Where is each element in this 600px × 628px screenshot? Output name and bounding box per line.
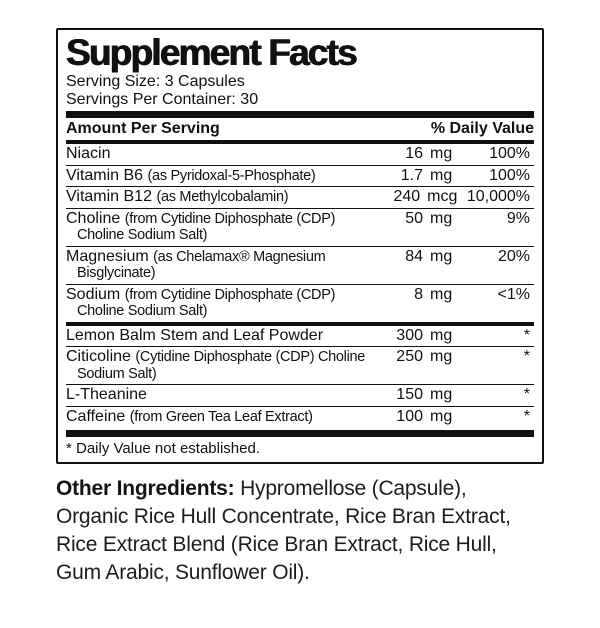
daily-value: 100% bbox=[489, 145, 530, 162]
ingredient-name-text: Choline bbox=[66, 209, 121, 227]
daily-value: * bbox=[523, 348, 530, 365]
amount-unit: mg bbox=[430, 326, 453, 344]
table-row-choline bbox=[66, 209, 534, 247]
table-row-caffeine bbox=[66, 407, 534, 428]
amount-value: 240 bbox=[393, 188, 421, 205]
amount-unit: mg bbox=[430, 209, 453, 227]
divider-thick-top bbox=[66, 111, 534, 118]
table-row-l-theanine bbox=[66, 385, 534, 407]
ingredient-name-text: Vitamin B12 bbox=[66, 188, 152, 205]
daily-value-footnote: * Daily Value not established. bbox=[66, 440, 261, 457]
amount-value: 150 bbox=[396, 386, 423, 403]
ingredient-name bbox=[66, 349, 373, 382]
table-header bbox=[66, 118, 534, 140]
other-ingredients bbox=[56, 475, 543, 587]
supplement-facts-panel bbox=[56, 28, 544, 464]
daily-value: <1% bbox=[497, 285, 530, 303]
header-amount-per-serving: Amount Per Serving bbox=[66, 120, 220, 137]
amount-unit: mg bbox=[430, 348, 453, 365]
ingredient-name bbox=[66, 249, 373, 282]
ingredient-name-text: Magnesium bbox=[66, 247, 149, 265]
amount-unit: mcg bbox=[427, 188, 458, 205]
header-percent-daily-value: % Daily Value bbox=[430, 120, 534, 137]
ingredient-name-text: Sodium bbox=[66, 285, 121, 303]
daily-value: 100% bbox=[489, 166, 530, 184]
daily-value: 20% bbox=[497, 247, 530, 265]
ingredient-note: (as Methylcobalamin) bbox=[156, 189, 289, 205]
table-row-vitamin-b6 bbox=[66, 166, 534, 188]
ingredient-name bbox=[66, 189, 371, 206]
table-row-lemon-balm bbox=[66, 326, 534, 348]
ingredient-name-text: Lemon Balm Stem and Leaf Powder bbox=[66, 326, 324, 344]
daily-value: 9% bbox=[506, 209, 530, 227]
ingredient-name-text: Citicoline bbox=[66, 348, 131, 365]
servings-per-container: Servings Per Container: 30 bbox=[66, 90, 259, 108]
ingredient-note: (from Green Tea Leaf Extract) bbox=[129, 408, 313, 425]
ingredient-name-text: L-Theanine bbox=[66, 386, 147, 403]
ingredient-name bbox=[66, 146, 373, 163]
divider-thick-bottom bbox=[66, 430, 534, 437]
amount-unit: mg bbox=[430, 386, 453, 403]
amount-unit: mg bbox=[430, 166, 453, 184]
amount-unit: mg bbox=[430, 145, 453, 162]
table-row-vitamin-b12 bbox=[66, 187, 534, 209]
daily-value: 10,000% bbox=[466, 188, 530, 205]
amount-value: 300 bbox=[396, 326, 423, 344]
amount-value: 250 bbox=[396, 348, 423, 365]
ingredient-note: (from Cytidine Diphosphate (CDP) Choline Sodium Salt) bbox=[77, 286, 336, 319]
ingredient-name bbox=[66, 168, 373, 185]
ingredient-note: (as Pyridoxal-5-Phosphate) bbox=[147, 167, 316, 184]
table-row-niacin bbox=[66, 144, 534, 166]
ingredient-name-text: Vitamin B6 bbox=[66, 166, 144, 184]
ingredient-name bbox=[66, 211, 373, 244]
amount-value: 100 bbox=[396, 407, 423, 425]
other-ingredients-text: Hypromellose (Capsule), Organic Rice Hull Concentrate, Rice Bran Extract, Rice Extract Blend (Rice Bran Extract, Rice Hull, Gum Arabic, Sunflower Oil). bbox=[56, 477, 511, 584]
amount-value: 84 bbox=[405, 247, 423, 265]
daily-value: * bbox=[523, 386, 530, 403]
ingredient-name-text: Niacin bbox=[66, 145, 111, 162]
amount-unit: mg bbox=[430, 285, 453, 303]
amount-value: 1.7 bbox=[400, 166, 423, 184]
ingredient-name bbox=[66, 409, 373, 426]
panel-title: Supplement Facts bbox=[66, 32, 356, 73]
table-row-magnesium bbox=[66, 247, 534, 285]
amount-value: 50 bbox=[405, 209, 423, 227]
daily-value: * bbox=[523, 326, 530, 344]
ingredient-name bbox=[66, 387, 373, 404]
amount-value: 8 bbox=[414, 285, 423, 303]
ingredient-note: (Cytidine Diphosphate (CDP) Choline Sodium Salt) bbox=[77, 349, 366, 382]
other-ingredients-label: Other Ingredients: bbox=[56, 477, 235, 500]
serving-size: Serving Size: 3 Capsules bbox=[66, 73, 245, 90]
table-row-sodium bbox=[66, 285, 534, 322]
table-row-citicoline bbox=[66, 347, 534, 385]
ingredient-name bbox=[66, 328, 373, 345]
ingredient-name-text: Caffeine bbox=[66, 407, 126, 425]
ingredient-name bbox=[66, 287, 373, 320]
amount-unit: mg bbox=[430, 247, 453, 265]
amount-value: 16 bbox=[405, 145, 423, 162]
ingredient-note: (from Cytidine Diphosphate (CDP) Choline Sodium Salt) bbox=[77, 210, 336, 243]
ingredient-note: (as Chelamax® Magnesium Bisglycinate) bbox=[77, 248, 326, 281]
daily-value: * bbox=[523, 407, 530, 425]
amount-unit: mg bbox=[430, 407, 453, 425]
